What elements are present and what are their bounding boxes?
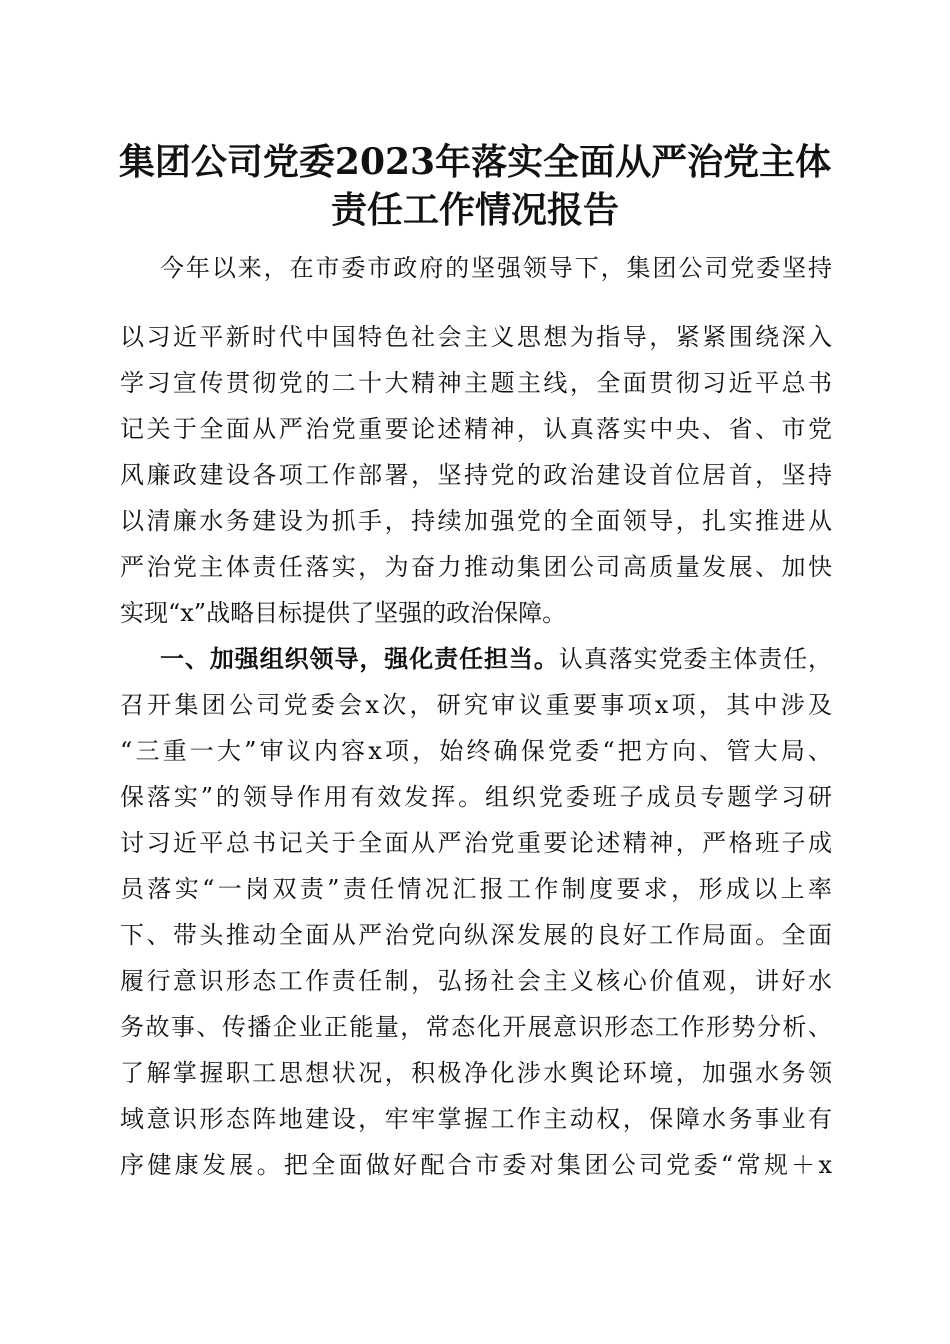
section-1-heading: 一、加强组织领导，强化责任担当。: [160, 644, 559, 673]
paragraph-line: 以习近平新时代中国特色社会主义思想为指导，紧紧围绕深入: [120, 323, 832, 351]
paragraph-line: 下、带头推动全面从严治党向纵深发展的良好工作局面。全面: [120, 921, 832, 949]
paragraph-line: 今年以来，在市委市政府的坚强领导下，集团公司党委坚持: [160, 254, 832, 282]
paragraph-line: “三重一大”审议内容x项，始终确保党委“把方向、管大局、: [120, 737, 832, 765]
paragraph-line: 学习宣传贯彻党的二十大精神主题主线，全面贯彻习近平总书: [120, 369, 832, 397]
paragraph-line: 员落实“一岗双责”责任情况汇报工作制度要求，形成以上率: [120, 875, 832, 903]
paragraph-line: 记关于全面从严治党重要论述精神，认真落实中央、省、市党: [120, 415, 832, 443]
paragraph-line: 风廉政建设各项工作部署，坚持党的政治建设首位居首，坚持: [120, 461, 832, 489]
paragraph-line: 履行意识形态工作责任制，弘扬社会主义核心价值观，讲好水: [120, 967, 832, 995]
paragraph-line: 了解掌握职工思想状况，积极净化涉水舆论环境，加强水务领: [120, 1059, 832, 1087]
paragraph-line: 务故事、传播企业正能量，常态化开展意识形态工作形势分析、: [120, 1013, 832, 1041]
paragraph-line: 实现“x”战略目标提供了坚强的政治保障。: [120, 599, 567, 627]
paragraph-line: 保落实”的领导作用有效发挥。组织党委班子成员专题学习研: [120, 783, 832, 811]
section-1-first-line: [160, 644, 832, 674]
document-title-line-2: 责任工作情况报告: [330, 189, 619, 231]
paragraph-line: 域意识形态阵地建设，牢牢掌握工作主动权，保障水务事业有: [120, 1105, 832, 1133]
paragraph-line: 召开集团公司党委会x次，研究审议重要事项x项，其中涉及: [120, 691, 832, 719]
section-1-lead: 认真落实党委主体责任，: [558, 645, 833, 673]
paragraph-line: 讨习近平总书记关于全面从严治党重要论述精神，严格班子成: [120, 829, 832, 857]
paragraph-line: 严治党主体责任落实，为奋力推动集团公司高质量发展、加快: [120, 553, 832, 581]
document-title-line-1: 集团公司党委2023年落实全面从严治党主体: [118, 141, 832, 183]
paragraph-line: 以清廉水务建设为抓手，持续加强党的全面领导，扎实推进从: [120, 507, 832, 535]
paragraph-line: 序健康发展。把全面做好配合市委对集团公司党委“常规＋x: [120, 1151, 832, 1179]
